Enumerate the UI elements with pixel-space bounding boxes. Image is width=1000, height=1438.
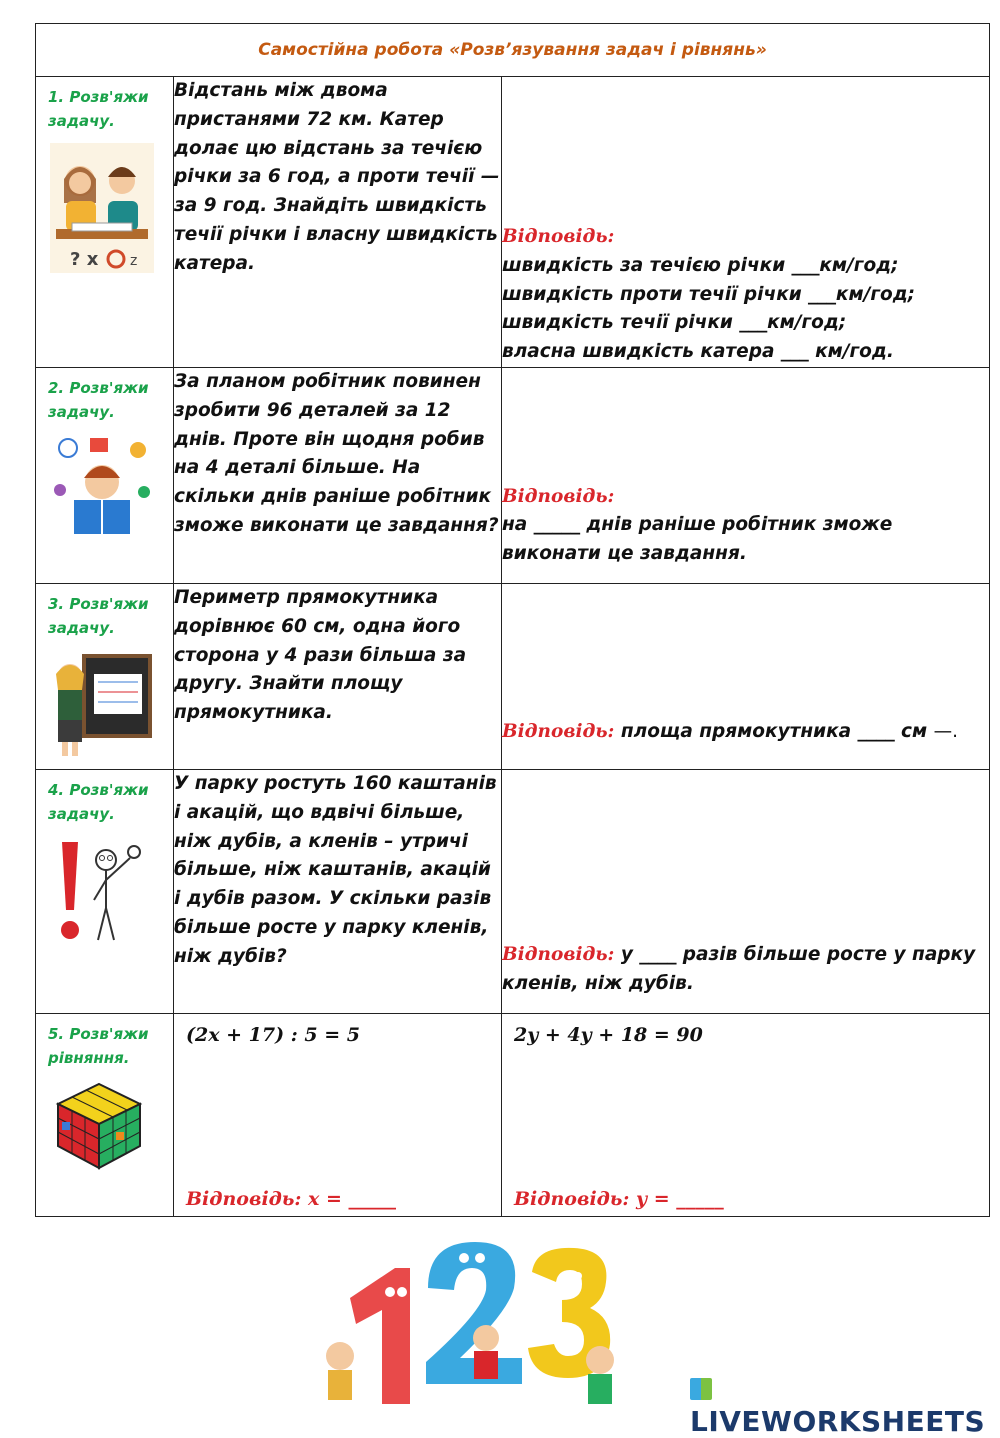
svg-text:? x: ? x — [70, 249, 99, 270]
worksheet-table — [35, 23, 990, 1217]
brand-text: LIVEWORKSHEETS — [690, 1405, 986, 1438]
task-text: Периметр прямокутника дорівнює 60 см, одна його сторона у 4 рази більша за другу. Знайти площу прямокутника. — [174, 584, 502, 770]
equation-2-cell — [502, 1014, 990, 1217]
answer-text[interactable]: на _____ днів раніше робітник зможе виконати це завдання. — [502, 514, 893, 565]
equation-row — [36, 1014, 990, 1217]
answer-cell — [502, 770, 990, 1014]
title-row — [36, 24, 990, 77]
task-row-1 — [36, 77, 990, 368]
task-text: За планом робітник повинен зробити 96 деталей за 12 днів. Проте він щодня робив на 4 деталі більше. На скільки днів раніше робітник зможе виконати це завдання? — [174, 368, 502, 584]
task-label: 2. Розв'яжи задачу. — [48, 379, 149, 421]
task-label: 4. Розв'яжи задачу. — [48, 781, 149, 823]
task-row-4 — [36, 770, 990, 1014]
task-row-3 — [36, 584, 990, 770]
worksheet-title: Самостійна робота «Розв’язування задач і рівнянь» — [36, 24, 990, 77]
students-reading-icon — [50, 143, 154, 273]
answer-label: Відповідь: — [502, 226, 615, 248]
student-science-icon — [50, 434, 154, 538]
answer-text[interactable]: площа прямокутника ____ см — [620, 721, 928, 743]
task-label-cell — [36, 770, 174, 1014]
rubiks-cube-icon — [54, 1080, 144, 1170]
numbers-kids-illustration — [300, 1228, 650, 1414]
answer-label: Відповідь: — [502, 944, 615, 966]
equation-2: 2y + 4y + 18 = 90 — [514, 1024, 703, 1046]
answer-cell — [502, 584, 990, 770]
answer-cell — [502, 368, 990, 584]
equation-1-answer[interactable]: Відповідь: x = _____ — [186, 1188, 397, 1210]
liveworksheets-logo[interactable] — [690, 1372, 1000, 1438]
task-label-cell — [36, 77, 174, 368]
answer-label: Відповідь: — [502, 721, 615, 743]
answer-text[interactable]: у ____ разів більше росте у парку кленів, ніж дубів. — [502, 944, 976, 995]
answer-cell — [502, 77, 990, 368]
answer-label: Відповідь: — [502, 485, 615, 507]
answer-line[interactable]: швидкість за течією річки ___км/год; — [502, 254, 899, 276]
answer-line[interactable]: власна швидкість катера ___ км/год. — [502, 341, 894, 363]
equation-2-answer[interactable]: Відповідь: y = _____ — [514, 1188, 724, 1210]
svg-text:z: z — [130, 253, 138, 269]
answer-line[interactable]: швидкість проти течії річки ___км/год; — [502, 283, 916, 305]
task-label-cell — [36, 368, 174, 584]
answer-end: —. — [933, 721, 958, 743]
liveworksheets-icon — [690, 1378, 712, 1400]
task-label: 5. Розв'яжи рівняння. — [48, 1025, 149, 1067]
task-label: 3. Розв'яжи задачу. — [48, 595, 149, 637]
teacher-blackboard-icon — [50, 650, 154, 762]
answer-line[interactable]: швидкість течії річки ___км/год; — [502, 312, 847, 334]
equation-1: (2x + 17) : 5 = 5 — [186, 1024, 360, 1046]
task-text: У парку ростуть 160 каштанів і акацій, що вдвічі більше, ніж дубів, а кленів – утричі більше, ніж каштанів, акацій і дубів разом. У скільки разів більше росте у парку кленів, ніж дубів? — [174, 770, 502, 1014]
task-label-cell — [36, 1014, 174, 1217]
task-label-cell — [36, 584, 174, 770]
equation-1-cell — [174, 1014, 502, 1217]
exclamation-man-icon — [50, 836, 154, 950]
task-text: Відстань між двома пристанями 72 км. Катер долає цю відстань за течією річки за 6 год, а проти течії — за 9 год. Знайдіть швидкість течії річки і власну швидкість катера. — [174, 77, 502, 368]
task-row-2 — [36, 368, 990, 584]
task-label: 1. Розв'яжи задачу. — [48, 88, 149, 130]
